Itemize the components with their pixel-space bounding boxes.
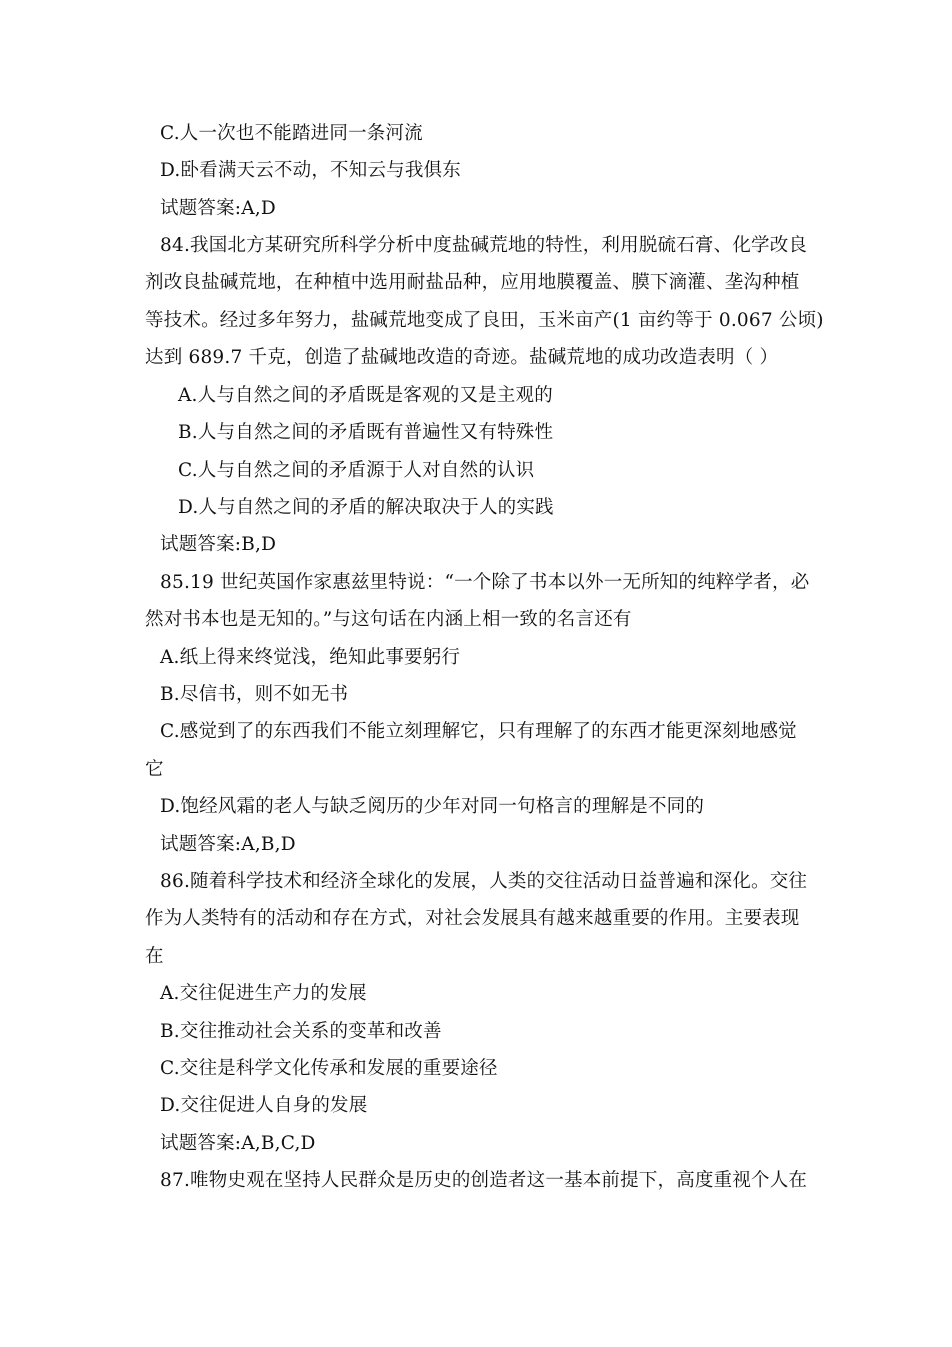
option-line: D.交往促进人自身的发展 (160, 1095, 368, 1116)
option-line: D.卧看满天云不动，不知云与我俱东 (160, 160, 461, 181)
question-87-line: 87.唯物史观在坚持人民群众是历史的创造者这一基本前提下，高度重视个人在 (160, 1170, 808, 1191)
option-line: C.感觉到了的东西我们不能立刻理解它，只有理解了的东西才能更深刻地感觉 (160, 721, 797, 742)
option-line: B.尽信书，则不如无书 (160, 684, 349, 705)
option-line-continuation: 它 (145, 759, 164, 780)
question-84-line: 等技术。经过多年努力，盐碱荒地变成了良田，玉米亩产(1 亩约等于 0.067 公顷) (145, 310, 824, 331)
option-line: C.人一次也不能踏进同一条河流 (160, 123, 423, 144)
option-line: B.人与自然之间的矛盾既有普遍性又有特殊性 (178, 422, 554, 443)
question-86-line: 作为人类特有的活动和存在方式，对社会发展具有越来越重要的作用。主要表现 (145, 908, 800, 929)
question-85-line: 然对书本也是无知的。”与这句话在内涵上相一致的名言还有 (145, 609, 632, 630)
option-line: A.交往促进生产力的发展 (160, 983, 367, 1004)
question-86-line: 在 (145, 946, 164, 967)
option-line: C.人与自然之间的矛盾源于人对自然的认识 (178, 460, 535, 481)
option-line: A.人与自然之间的矛盾既是客观的又是主观的 (178, 385, 553, 406)
question-85-line: 85.19 世纪英国作家惠兹里特说：“一个除了书本以外一无所知的纯粹学者，必 (160, 572, 810, 593)
question-84-line: 达到 689.7 千克，创造了盐碱地改造的奇迹。盐碱荒地的成功改造表明（ ） (145, 347, 779, 368)
option-line: C.交往是科学文化传承和发展的重要途径 (160, 1058, 498, 1079)
option-line: A.纸上得来终觉浅，绝知此事要躬行 (160, 647, 461, 668)
question-84-line: 84.我国北方某研究所科学分析中度盐碱荒地的特性，利用脱硫石膏、化学改良 (160, 235, 808, 256)
question-86-line: 86.随着科学技术和经济全球化的发展，人类的交往活动日益普遍和深化。交往 (160, 871, 808, 892)
answer-line: 试题答案:A,B,C,D (160, 1133, 316, 1154)
question-84-line: 剂改良盐碱荒地，在种植中选用耐盐品种，应用地膜覆盖、膜下滴灌、垄沟种植 (145, 272, 800, 293)
option-line: D.饱经风霜的老人与缺乏阅历的少年对同一句格言的理解是不同的 (160, 796, 705, 817)
answer-line: 试题答案:B,D (160, 534, 277, 555)
option-line: D.人与自然之间的矛盾的解决取决于人的实践 (178, 497, 554, 518)
answer-line: 试题答案:A,D (160, 198, 276, 219)
answer-line: 试题答案:A,B,D (160, 834, 296, 855)
option-line: B.交往推动社会关系的变革和改善 (160, 1021, 442, 1042)
